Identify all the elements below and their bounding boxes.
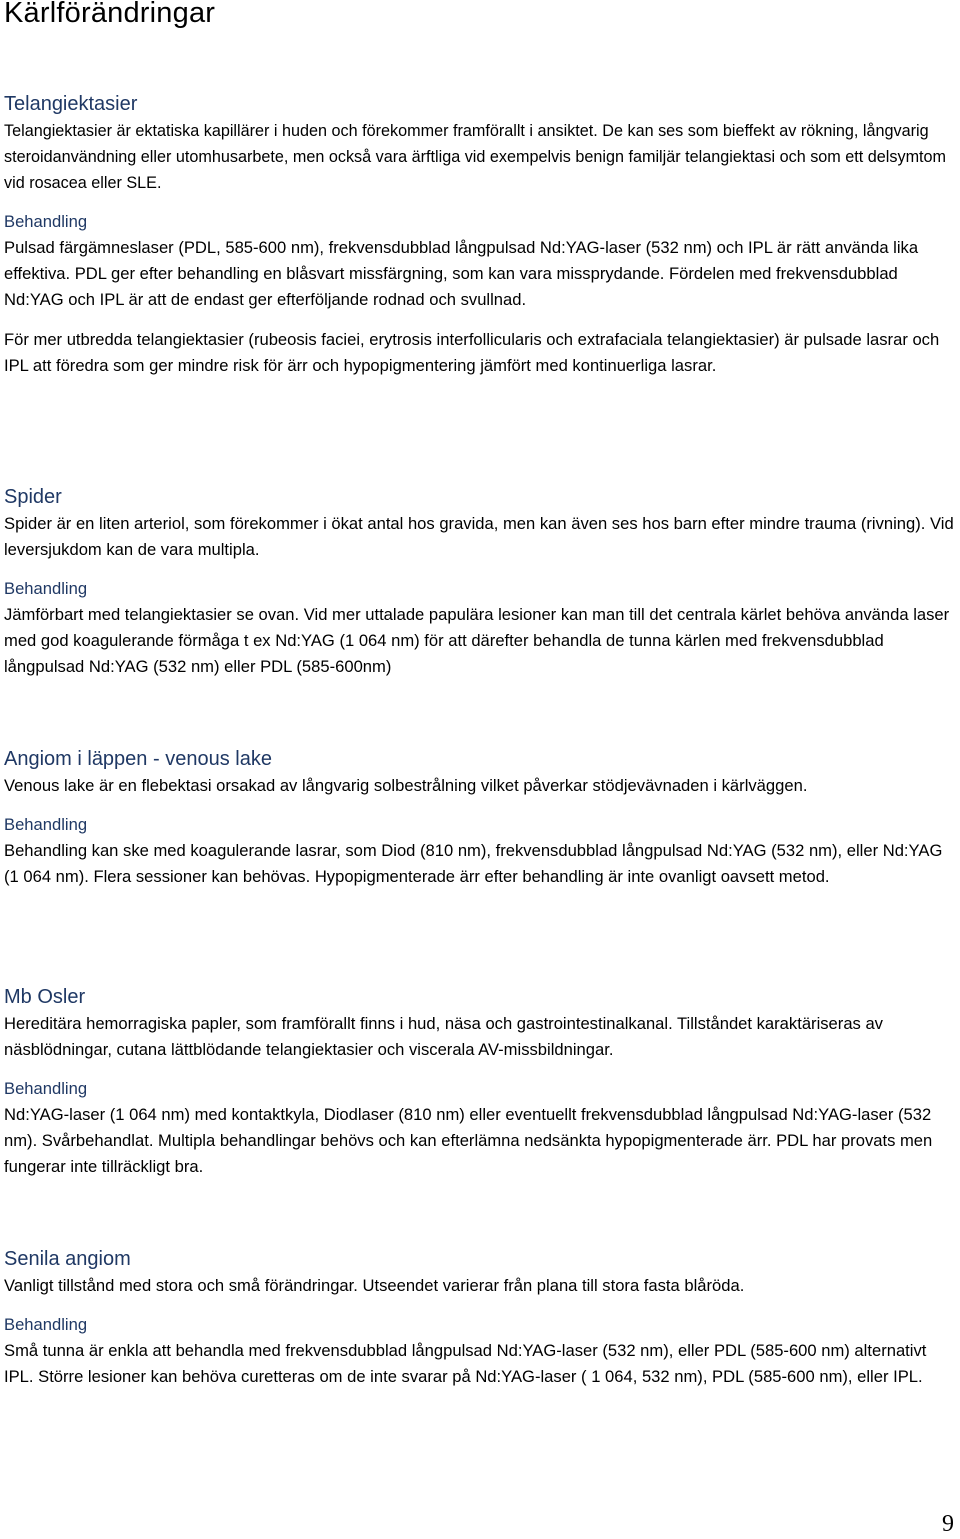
treatment-text: Behandling kan ske med koagulerande lasrar, som Diod (810 nm), frekvensdubblad långpulsad Nd:YAG (532 nm), eller Nd:YAG (1 064 nm). Flera sessioner kan behövas. Hypopigmenterade ärr efter behandling är inte ovanligt oavsett metod.	[4, 841, 943, 886]
section-heading: Mb Osler	[4, 986, 86, 1008]
section-spider	[4, 485, 956, 680]
section-intro: Hereditära hemorragiska papler, som framförallt finns i hud, näsa och gastrointestinalkanal. Tillståndet karaktäriseras av näsblödningar, cutana lättblödande telangiektasier och viscerala AV-missbildningar.	[4, 1014, 883, 1059]
treatment-text: Små tunna är enkla att behandla med frekvensdubblad långpulsad Nd:YAG-laser (532 nm), eller PDL (585-600 nm) alternativt IPL. Större lesioner kan behöva curetteras om de inte svarar på Nd:YAG-laser ( 1 064, 532 nm), PDL (585-600 nm), eller IPL.	[4, 1341, 927, 1386]
treatment-heading: Behandling	[4, 579, 88, 598]
treatment-heading: Behandling	[4, 212, 88, 231]
section-venous-lake	[4, 747, 956, 890]
section-senila-angiom	[4, 1247, 956, 1390]
section-intro: Vanligt tillstånd med stora och små förändringar. Utseendet varierar från plana till stora fasta blåröda.	[4, 1276, 745, 1295]
treatment-text: Nd:YAG-laser (1 064 nm) med kontaktkyla, Diodlaser (810 nm) eller eventuellt frekvensdubblad långpulsad Nd:YAG-laser (532 nm). Svårbehandlat. Multipla behandlingar behövs och kan efterlämna nedsänkta hypopigmenterade ärr. PDL har provats men fungerar inte tillräckligt bra.	[4, 1105, 933, 1176]
treatment-text: Jämförbart med telangiektasier se ovan. Vid mer uttalade papulära lesioner kan man till det centrala kärlet behöva använda laser med god koagulerande förmåga t ex Nd:YAG (1 064 nm) för att därefter behandla de tunna kärlen med frekvensdubblad långpulsad Nd:YAG (532 nm) eller PDL (585-600nm)	[4, 605, 950, 676]
section-heading: Senila angiom	[4, 1248, 131, 1270]
treatment-heading: Behandling	[4, 1079, 88, 1098]
section-heading: Telangiektasier	[4, 93, 138, 115]
section-mb-osler	[4, 985, 956, 1180]
extra-text: För mer utbredda telangiektasier (rubeosis faciei, erytrosis interfollicularis och extrafaciala telangiektasier) är pulsade lasrar och IPL att föredra som ger mindre risk för ärr och hypopigmentering jämfört med kontinuerliga lasrar.	[4, 330, 940, 375]
section-heading: Spider	[4, 486, 62, 508]
page-number: 9	[942, 1511, 954, 1537]
section-telangiektasier	[4, 92, 956, 379]
treatment-heading: Behandling	[4, 1315, 88, 1334]
treatment-text: Pulsad färgämneslaser (PDL, 585-600 nm), frekvensdubblad långpulsad Nd:YAG-laser (532 nm) och IPL är rätt använda lika effektiva. PDL ger efter behandling en blåsvart missfärgning, som kan vara missprydande. Fördelen med frekvensdubblad Nd:YAG och IPL är att de endast ger efterföljande rodnad och svullnad.	[4, 238, 919, 309]
section-intro: Spider är en liten arteriol, som förekommer i ökat antal hos gravida, men kan även ses hos barn efter mindre trauma (rivning). Vid leversjukdom kan de vara multipla.	[4, 514, 954, 559]
page-title: Kärlförändringar	[4, 0, 216, 29]
section-intro: Venous lake är en flebektasi orsakad av långvarig solbestrålning vilket påverkar stödjevävnaden i kärlväggen.	[4, 776, 808, 795]
treatment-heading: Behandling	[4, 815, 88, 834]
section-intro: Telangiektasier är ektatiska kapillärer i huden och förekommer framförallt i ansiktet. De kan ses som bieffekt av rökning, långvarig steroidanvändning eller utomhusarbete, men också vara ärftliga vid exempelvis benign familjär telangiektasi och som ett delsymtom vid rosacea eller SLE.	[4, 122, 947, 192]
section-heading: Angiom i läppen - venous lake	[4, 748, 272, 770]
